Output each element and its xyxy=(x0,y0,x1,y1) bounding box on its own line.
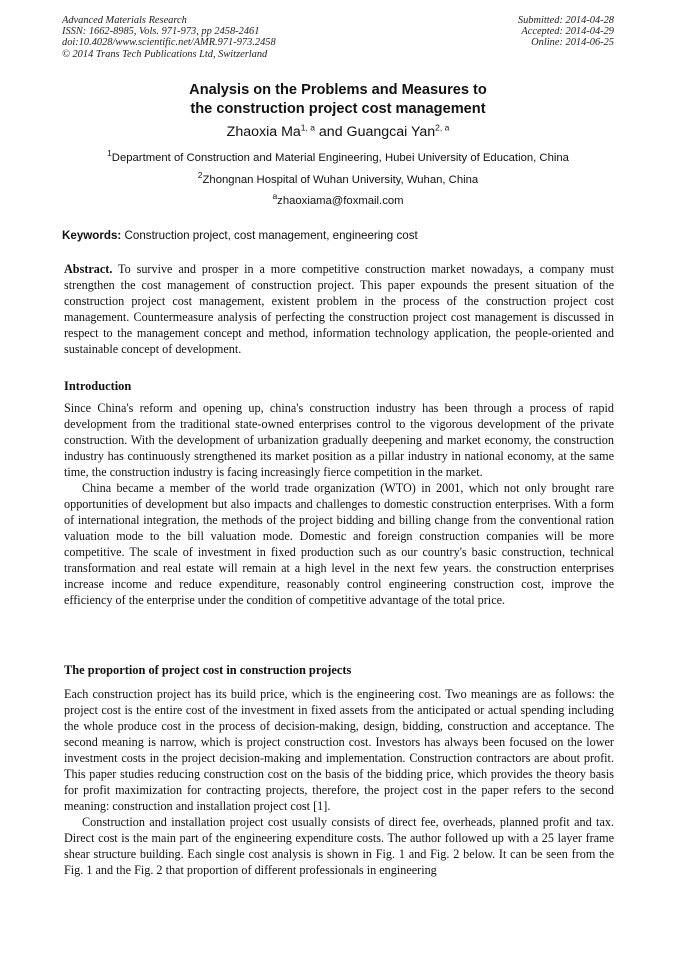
affiliation-2 xyxy=(62,170,614,187)
affiliation-2-text: Zhongnan Hospital of Wuhan University, Wuhan, China xyxy=(202,174,479,186)
author-2-affiliation: 2, a xyxy=(435,122,450,133)
abstract-paragraph xyxy=(64,261,618,357)
title-line-1: Analysis on the Problems and Measures to xyxy=(189,82,487,98)
paper-title xyxy=(62,81,614,119)
journal-header xyxy=(62,15,276,60)
section-proportion xyxy=(64,686,614,878)
journal-copyright: © 2014 Trans Tech Publications Ltd, Switzerland xyxy=(62,48,268,60)
author-1-affiliation: 1, a xyxy=(300,122,315,133)
dates-header xyxy=(518,15,614,49)
author-line xyxy=(62,123,614,142)
author-1: Zhaoxia Ma xyxy=(226,124,301,140)
journal-issn: ISSN: 1662-8985, Vols. 971-973, pp 2458-2461 xyxy=(62,26,260,38)
online-date: Online: 2014-06-25 xyxy=(531,37,614,49)
affiliation-1-text: Department of Construction and Material Engineering, Hubei University of Education, China xyxy=(111,152,569,164)
paragraph: Each construction project has its build price, which is the engineering cost. Two meanings are as follows: the project cost is the entire cost of the investment in fixed assets from the anticipated or actual spending including the whole produce cost in the process of decision-making, design, bidding, construction and acceptance. The second meaning is narrow, which is project construction cost. Investors has always been focused on the lower investment costs in the project decision-making and implementation. Construction contractors are about profit. This paper studies reducing construction cost on the basis of the bidding price, which provides the theory basis for profit maximization for contracting projects, therefore, the project cost in the paper refers to the second meaning: construction and installation project cost [1]. xyxy=(64,687,614,813)
submitted-date: Submitted: 2014-04-28 xyxy=(517,15,614,26)
journal-name: Advanced Materials Research xyxy=(62,15,187,26)
author-email xyxy=(62,191,614,208)
abstract xyxy=(64,261,618,357)
keywords-label: Keywords: xyxy=(62,229,122,242)
affiliation-2-marker: 2 xyxy=(197,170,203,181)
paragraph: Construction and installation project cost usually consists of direct fee, overheads, planned profit and tax. Direct cost is the main part of the engineering expenditure costs. The author followed up with a 25 layer frame shear structure building. Each single cost analysis is shown in Fig. 1 and Fig. 2 below. It can be seen from the Fig. 1 and the Fig. 2 that proportion of different professionals in engineering xyxy=(64,815,614,877)
abstract-text: To survive and prosper in a more competitive construction market nowadays, a company must strengthen the cost management of construction project. This paper expounds the present situation of the construction project cost management, existent problem in the process of the construction project cost management. Countermeasure analysis of perfecting the construction project cost management is discussed in respect to the management concept and method, information technology application, the people-oriented and sustainable concept of development. xyxy=(64,262,618,356)
abstract-label: Abstract. xyxy=(64,262,113,276)
paragraph: China became a member of the world trade organization (WTO) in 2001, which not only brought rare opportunities of development but also impacts and challenges to domestic construction enterprises. With a form of international integration, the methods of the project bidding and billing change from the conventional ration valuation mode to the bill valuation mode. Domestic and foreign construction companies will be more competitive. The scale of investment in fixed production such as our country's basic construction, technical transformation and real estate will remain at a high level in the next few years. the construction enterprises increase income and reduce expenditure, reasonably control engineering construction cost, improve the efficiency of the enterprise under the condition of competitive advantage of the total price. xyxy=(64,481,614,607)
section-heading-proportion: The proportion of project cost in construction projects xyxy=(64,663,352,677)
accepted-date: Accepted: 2014-04-29 xyxy=(521,26,614,38)
title-line-2: the construction project cost management xyxy=(190,101,486,117)
paragraph: Since China's reform and opening up, china's construction industry has been through a process of rapid development from the traditional state-owned enterprises control to the vigorous development of the private construction. With the development of urbanization gradually deepening and market economy, the construction industry has continuously strengthened its market position as a pillar industry in national economy, at the same time, the construction industry is facing increasingly fierce competition in the market. xyxy=(64,401,614,479)
section-heading-introduction: Introduction xyxy=(64,379,132,393)
author-2: Guangcai Yan xyxy=(346,124,436,140)
author-conjunction: and xyxy=(314,124,347,140)
affiliation-1 xyxy=(62,148,614,165)
email-marker: a xyxy=(272,191,278,202)
keywords-text: Construction project, cost management, engineering cost xyxy=(121,229,418,242)
email-text: zhaoxiama@foxmail.com xyxy=(277,195,404,207)
section-introduction xyxy=(64,400,614,608)
affiliation-1-marker: 1 xyxy=(107,148,112,159)
keywords xyxy=(62,229,614,243)
journal-doi: doi:10.4028/www.scientific.net/AMR.971-973.2458 xyxy=(62,37,276,49)
